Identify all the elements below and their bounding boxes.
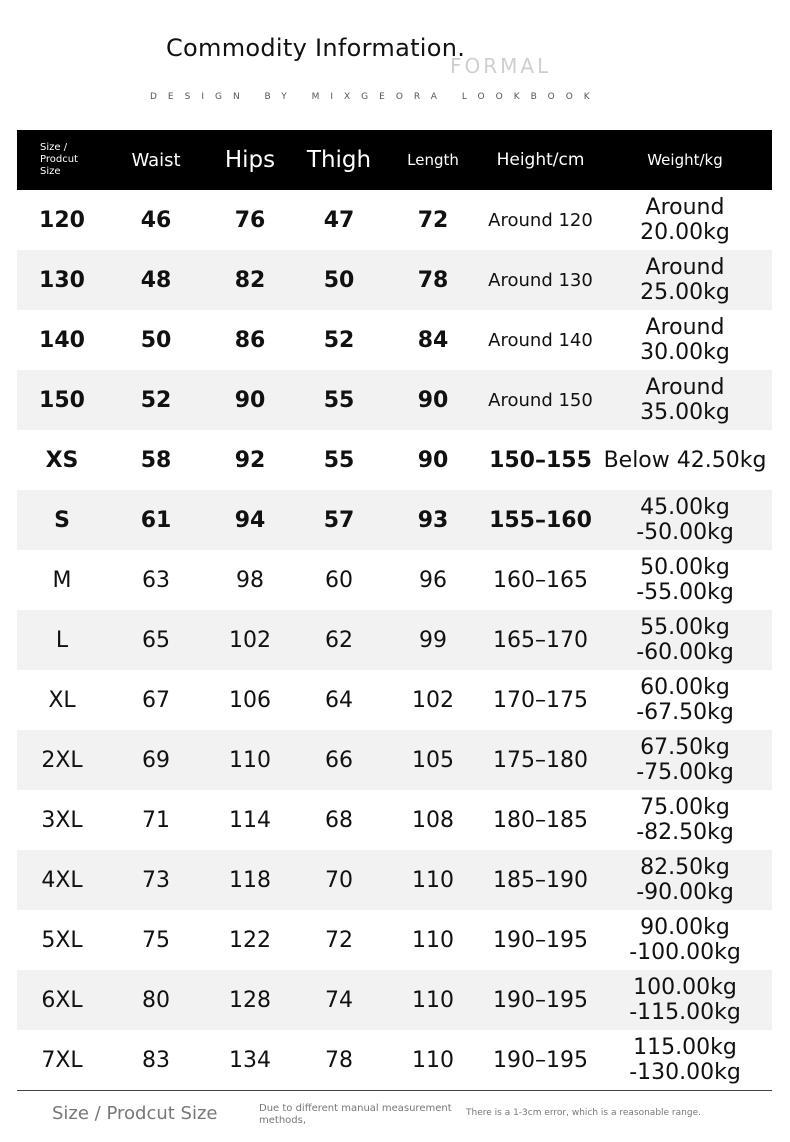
cell-hips: 110 [229,747,271,773]
table-row [17,370,772,430]
cell-weight: Around 30.00kg [640,315,730,365]
cell-weight: 55.00kg -60.00kg [636,615,734,665]
table-row [17,1030,772,1090]
table-row [17,190,772,250]
cell-waist: 83 [142,1047,170,1073]
cell-weight: Below 42.50kg [603,447,767,473]
cell-waist: 48 [140,267,172,293]
cell-hips: 134 [229,1047,271,1073]
cell-waist: 75 [142,927,170,953]
cell-thigh: 50 [323,267,355,293]
cell-height: 190–195 [493,987,588,1013]
column-header-waist: Waist [131,149,181,171]
cell-hips: 92 [234,447,266,473]
cell-height: 175–180 [493,747,588,773]
cell-length: 105 [412,747,454,773]
cell-thigh: 62 [325,627,353,653]
table-row [17,430,772,490]
cell-height: 165–170 [493,627,588,653]
cell-length: 78 [417,267,449,293]
cell-thigh: 52 [323,327,355,353]
cell-hips: 114 [229,807,271,833]
cell-waist: 65 [142,627,170,653]
cell-thigh: 64 [325,687,353,713]
cell-size: 3XL [41,807,83,833]
cell-thigh: 47 [323,207,355,233]
column-header-height: Height/cm [496,150,585,170]
cell-hips: 90 [234,387,266,413]
cell-thigh: 72 [325,927,353,953]
cell-weight: Around 20.00kg [640,195,730,245]
cell-hips: 76 [234,207,266,233]
cell-hips: 98 [236,567,264,593]
cell-length: 110 [412,867,454,893]
cell-height: Around 140 [488,329,593,351]
cell-weight: 75.00kg -82.50kg [636,795,734,845]
cell-waist: 52 [140,387,172,413]
column-header-thigh: Thigh [306,147,372,173]
cell-size: S [54,507,70,533]
subtitle: DESIGN BY MIXGEORA LOOKBOOK [150,92,601,102]
cell-thigh: 68 [325,807,353,833]
cell-waist: 80 [142,987,170,1013]
cell-size: 120 [39,207,85,233]
cell-height: 190–195 [493,927,588,953]
cell-hips: 122 [229,927,271,953]
cell-hips: 102 [229,627,271,653]
cell-height: 150–155 [489,447,592,473]
cell-thigh: 66 [325,747,353,773]
cell-height: 170–175 [493,687,588,713]
size-chart-table [17,130,772,1090]
cell-length: 108 [412,807,454,833]
cell-size: XS [45,447,79,473]
table-row [17,970,772,1030]
cell-size: 7XL [41,1047,83,1073]
column-header-hips: Hips [224,147,276,173]
column-header-length: Length [407,151,459,169]
cell-size: 140 [39,327,85,353]
cell-thigh: 60 [325,567,353,593]
table-row [17,490,772,550]
cell-weight: 100.00kg -115.00kg [629,975,741,1025]
cell-length: 84 [417,327,449,353]
cell-length: 110 [412,927,454,953]
page-title: Commodity Information. [166,34,466,62]
table-row [17,910,772,970]
cell-hips: 82 [234,267,266,293]
cell-weight: 50.00kg -55.00kg [636,555,734,605]
cell-waist: 67 [142,687,170,713]
table-row [17,670,772,730]
cell-weight: 115.00kg -130.00kg [629,1035,741,1085]
cell-size: L [55,627,69,653]
cell-waist: 73 [142,867,170,893]
cell-waist: 61 [140,507,172,533]
cell-weight: Around 25.00kg [640,255,730,305]
cell-height: Around 120 [488,209,593,231]
footer-divider [17,1090,772,1091]
cell-waist: 69 [142,747,170,773]
cell-hips: 86 [234,327,266,353]
cell-weight: 67.50kg -75.00kg [636,735,734,785]
cell-height: 160–165 [493,567,588,593]
cell-length: 102 [412,687,454,713]
cell-size: XL [48,687,76,713]
cell-size: M [52,567,72,593]
cell-thigh: 70 [325,867,353,893]
cell-height: 155–160 [489,507,592,533]
table-row [17,730,772,790]
cell-hips: 118 [229,867,271,893]
cell-length: 110 [412,1047,454,1073]
cell-length: 90 [417,387,449,413]
cell-size: 5XL [41,927,83,953]
cell-size: 150 [39,387,85,413]
column-header-size-line2: Prodcut [40,154,78,165]
column-header-size [17,130,107,190]
cell-height: 180–185 [493,807,588,833]
cell-height: Around 150 [488,389,593,411]
cell-thigh: 57 [323,507,355,533]
table-row [17,610,772,670]
cell-waist: 63 [142,567,170,593]
cell-length: 72 [417,207,449,233]
cell-length: 96 [419,567,447,593]
cell-waist: 71 [142,807,170,833]
cell-waist: 50 [140,327,172,353]
cell-hips: 94 [234,507,266,533]
cell-weight: 60.00kg -67.50kg [636,675,734,725]
cell-length: 90 [417,447,449,473]
table-row [17,850,772,910]
cell-height: Around 130 [488,269,593,291]
column-header-weight: Weight/kg [647,151,723,169]
cell-weight: 45.00kg -50.00kg [636,495,734,545]
ghost-brand-text: FORMAL [450,54,552,78]
cell-weight: Around 35.00kg [640,375,730,425]
cell-height: 190–195 [493,1047,588,1073]
cell-size: 4XL [41,867,83,893]
footer-note-measurement: Due to different manual measurement methods, [259,1103,452,1126]
table-row [17,550,772,610]
cell-hips: 106 [229,687,271,713]
cell-thigh: 55 [323,387,355,413]
cell-size: 130 [39,267,85,293]
cell-length: 99 [419,627,447,653]
table-header-row [17,130,772,190]
cell-length: 93 [417,507,449,533]
cell-height: 185–190 [493,867,588,893]
table-row [17,790,772,850]
cell-size: 2XL [41,747,83,773]
cell-size: 6XL [41,987,83,1013]
footer-note-error: There is a 1-3cm error, which is a reasonable range. [466,1108,701,1118]
cell-waist: 46 [140,207,172,233]
table-row [17,310,772,370]
cell-length: 110 [412,987,454,1013]
cell-weight: 82.50kg -90.00kg [636,855,734,905]
cell-hips: 128 [229,987,271,1013]
column-header-size-line1: Size / [40,142,68,153]
cell-weight: 90.00kg -100.00kg [629,915,741,965]
table-row [17,250,772,310]
cell-thigh: 78 [325,1047,353,1073]
footer-label: Size / Prodcut Size [52,1103,218,1124]
cell-thigh: 55 [323,447,355,473]
cell-thigh: 74 [325,987,353,1013]
cell-waist: 58 [140,447,172,473]
column-header-size-line3: Size [40,166,61,177]
